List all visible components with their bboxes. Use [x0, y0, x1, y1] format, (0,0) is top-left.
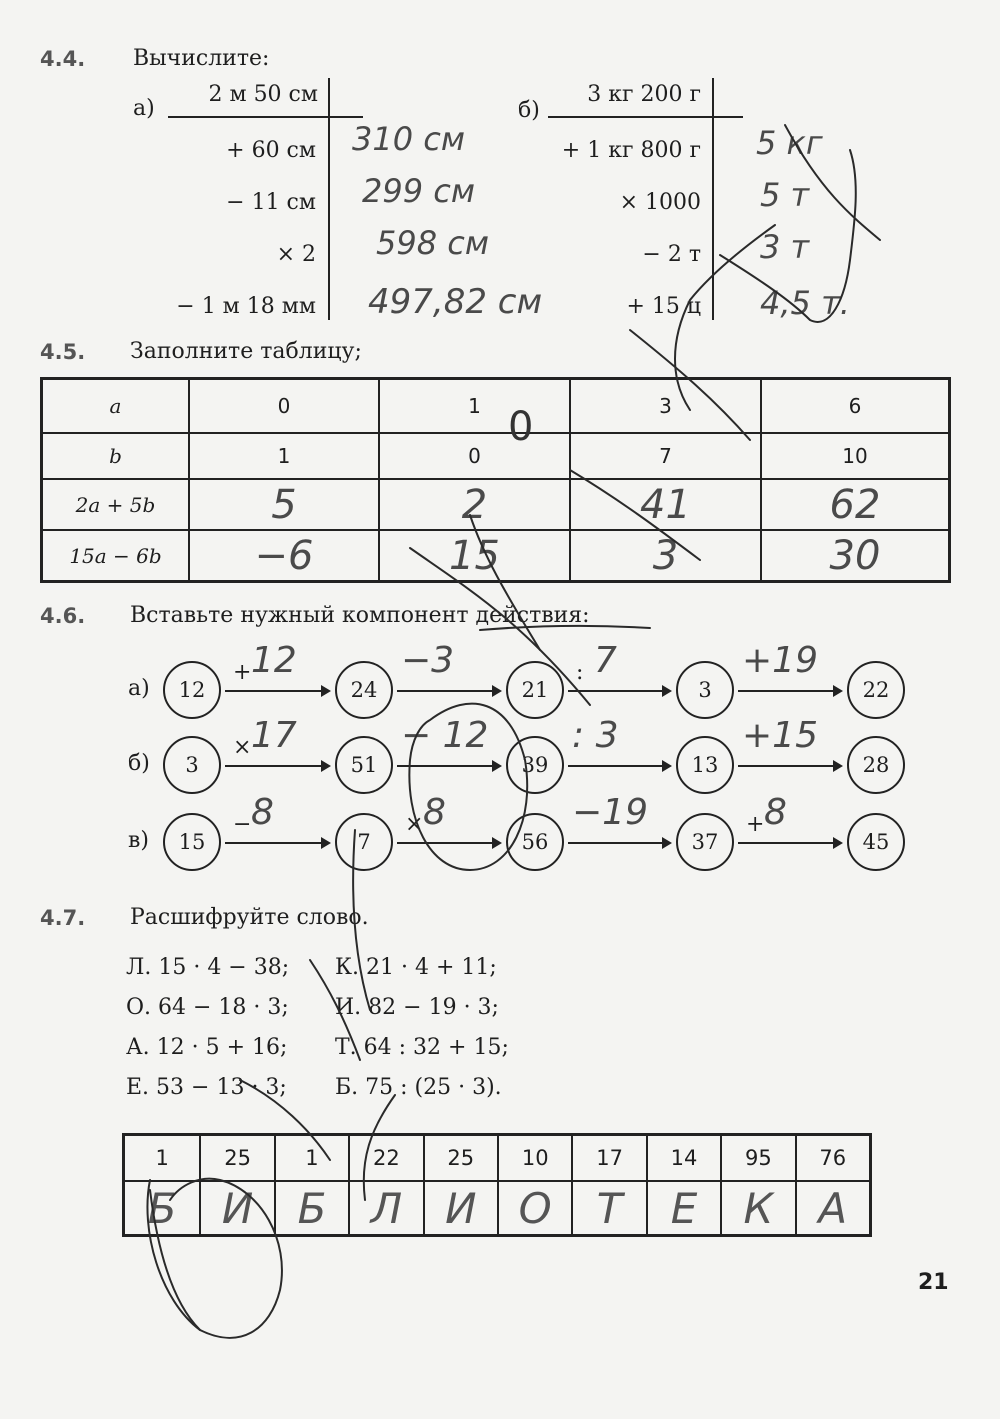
operation-sign: + — [746, 812, 765, 837]
decode-number-cell: 95 — [720, 1136, 794, 1180]
decode-number-cell: 1 — [155, 1146, 169, 1170]
chain-node: 56 — [506, 813, 564, 871]
exercise-number-4-6: 4.6. — [40, 604, 86, 628]
chain-label: а) — [128, 676, 150, 701]
table-cell: 1 — [188, 434, 378, 478]
handwritten-answer: 2 — [378, 480, 569, 529]
part-b-answer: 4,5 т. — [760, 284, 850, 322]
cipher-expression: Е. 53 − 13 · 3; — [126, 1075, 287, 1100]
chain-arrow — [568, 842, 670, 844]
decode-number-cell: 14 — [646, 1136, 720, 1180]
decode-letter-cell: И — [423, 1182, 497, 1234]
exercise-number-4-7: 4.7. — [40, 906, 86, 930]
chain-arrow — [738, 842, 841, 844]
handwritten-operand: 8 — [764, 792, 787, 833]
decode-table — [122, 1133, 872, 1237]
chain-node: 13 — [676, 736, 734, 794]
chain-node: 24 — [335, 661, 393, 719]
exercise-number-4-5: 4.5. — [40, 340, 86, 364]
cipher-expression: О. 64 − 18 · 3; — [126, 995, 289, 1020]
handwritten-answer: −6 — [188, 531, 378, 580]
part-a-label: а) — [133, 96, 155, 121]
chain-node: 21 — [506, 661, 564, 719]
row-header: 15a − 6b — [69, 543, 162, 568]
decode-letter-cell: Б — [274, 1182, 348, 1234]
part-a-step: − 1 м 18 мм — [176, 294, 316, 319]
decode-number-cell: 25 — [423, 1136, 497, 1180]
values-table — [40, 377, 951, 583]
margin-mark: 0 — [508, 404, 534, 450]
part-a-step: + 60 см — [226, 138, 316, 163]
cipher-expression: Т. 64 : 32 + 15; — [335, 1035, 509, 1060]
exercise-title-4-4: Вычислите: — [133, 46, 270, 71]
handwritten-answer: 15 — [378, 531, 569, 580]
table-cell: 1 — [378, 380, 569, 432]
chain-node: 12 — [163, 661, 221, 719]
row-header: b — [109, 444, 122, 468]
chain-arrow — [397, 765, 500, 767]
handwritten-operand: −19 — [572, 792, 648, 833]
chain-node: 45 — [847, 813, 905, 871]
part-a-answer: 299 см — [362, 172, 475, 210]
chain-arrow — [225, 690, 329, 692]
decode-number-cell: 25 — [199, 1136, 273, 1180]
part-b-step: + 15 ц — [626, 294, 701, 319]
part-b-answer: 5 кг — [756, 124, 823, 162]
cipher-expression: А. 12 · 5 + 16; — [126, 1035, 288, 1060]
chain-arrow — [568, 765, 670, 767]
table-row — [125, 1136, 869, 1182]
operation-sign: × — [405, 812, 424, 837]
part-a-start-value: 2 м 50 см — [208, 82, 318, 107]
part-a-answer: 598 см — [376, 224, 489, 262]
handwritten-operand: 7 — [594, 640, 617, 681]
decode-letter-cell: И — [199, 1182, 273, 1234]
decode-letter-cell: Л — [348, 1182, 422, 1234]
decode-letter-cell: Б — [147, 1183, 177, 1233]
table-cell: 0 — [188, 380, 378, 432]
part-b-step: × 1000 — [619, 190, 701, 215]
handwritten-operand: : 3 — [572, 715, 619, 756]
table-cell: 6 — [760, 380, 948, 432]
cipher-expression: К. 21 · 4 + 11; — [335, 955, 497, 980]
table-row — [43, 531, 948, 580]
chain-arrow — [225, 842, 329, 844]
handwritten-operand: 8 — [423, 792, 446, 833]
part-b-divider — [712, 78, 714, 320]
page-number: 21 — [918, 1270, 949, 1295]
part-a-step: × 2 — [276, 242, 316, 267]
part-b-step: − 2 т — [642, 242, 701, 267]
table-cell: 3 — [569, 380, 760, 432]
chain-arrow — [738, 690, 841, 692]
handwritten-operand: −3 — [401, 640, 455, 681]
operation-sign: × — [233, 735, 252, 760]
chain-node: 3 — [163, 736, 221, 794]
exercise-title-4-7: Расшифруйте слово. — [130, 905, 369, 930]
chain-node: 39 — [506, 736, 564, 794]
table-cell: 10 — [760, 434, 948, 478]
table-row — [43, 480, 948, 531]
exercise-title-4-5: Заполните таблицу; — [130, 339, 362, 364]
handwritten-answer: 30 — [760, 531, 948, 580]
chain-node: 51 — [335, 736, 393, 794]
handwritten-operand: 8 — [251, 792, 274, 833]
chain-label: б) — [128, 751, 150, 776]
part-b-label: б) — [518, 98, 540, 123]
chain-arrow — [568, 690, 670, 692]
handwritten-answer: 5 — [188, 480, 378, 529]
decode-letter-cell: О — [497, 1182, 571, 1234]
decode-number-cell: 1 — [274, 1136, 348, 1180]
chain-arrow — [397, 842, 500, 844]
cipher-expression: И. 82 − 19 · 3; — [335, 995, 499, 1020]
table-cell: 7 — [569, 434, 760, 478]
exercise-number-4-4: 4.4. — [40, 47, 86, 71]
part-b-answer: 3 т — [760, 228, 810, 266]
chain-arrow — [397, 690, 500, 692]
row-header: 2a + 5b — [75, 492, 156, 517]
table-row — [43, 380, 948, 434]
decode-letter-cell: Т — [571, 1182, 645, 1234]
cipher-expression: Б. 75 : (25 · 3). — [335, 1075, 502, 1100]
chain-arrow — [225, 765, 329, 767]
table-cell: 0 — [378, 434, 569, 478]
handwritten-answer: 3 — [569, 531, 760, 580]
operation-sign: + — [233, 660, 252, 685]
decode-letter-cell: К — [720, 1182, 794, 1234]
chain-arrow — [738, 765, 841, 767]
chain-node: 22 — [847, 661, 905, 719]
handwritten-answer: 41 — [569, 480, 760, 529]
chain-node: 3 — [676, 661, 734, 719]
handwritten-operand: +15 — [742, 715, 818, 756]
operation-sign: : — [576, 660, 584, 685]
chain-label: в) — [128, 828, 149, 853]
chain-node: 28 — [847, 736, 905, 794]
part-b-answer: 5 т — [760, 176, 810, 214]
part-a-step: − 11 см — [226, 190, 316, 215]
table-row — [125, 1182, 869, 1234]
part-a-answer: 497,82 см — [368, 282, 543, 322]
decode-number-cell: 76 — [795, 1136, 869, 1180]
handwritten-operand: +19 — [742, 640, 818, 681]
part-b-step: + 1 кг 800 г — [561, 138, 701, 163]
cipher-expression: Л. 15 · 4 − 38; — [126, 955, 290, 980]
handwritten-operand: 17 — [251, 715, 297, 756]
chain-node: 37 — [676, 813, 734, 871]
chain-node: 7 — [335, 813, 393, 871]
decode-letter-cell: Е — [646, 1182, 720, 1234]
handwritten-operand: 12 — [251, 640, 297, 681]
chain-node: 15 — [163, 813, 221, 871]
exercise-title-4-6: Вставьте нужный компонент действия: — [130, 603, 590, 628]
decode-number-cell: 17 — [571, 1136, 645, 1180]
handwritten-answer: 62 — [760, 480, 948, 529]
part-a-divider — [328, 78, 330, 320]
part-a-underline — [168, 116, 363, 118]
decode-letter-cell: А — [795, 1182, 869, 1234]
operation-sign: − — [233, 812, 252, 837]
part-a-answer: 310 см — [352, 120, 465, 158]
decode-number-cell: 22 — [348, 1136, 422, 1180]
table-row — [43, 434, 948, 480]
row-header: a — [109, 394, 122, 418]
handwritten-operand: − 12 — [401, 715, 489, 756]
part-b-start-value: 3 кг 200 г — [587, 82, 701, 107]
decode-number-cell: 10 — [497, 1136, 571, 1180]
